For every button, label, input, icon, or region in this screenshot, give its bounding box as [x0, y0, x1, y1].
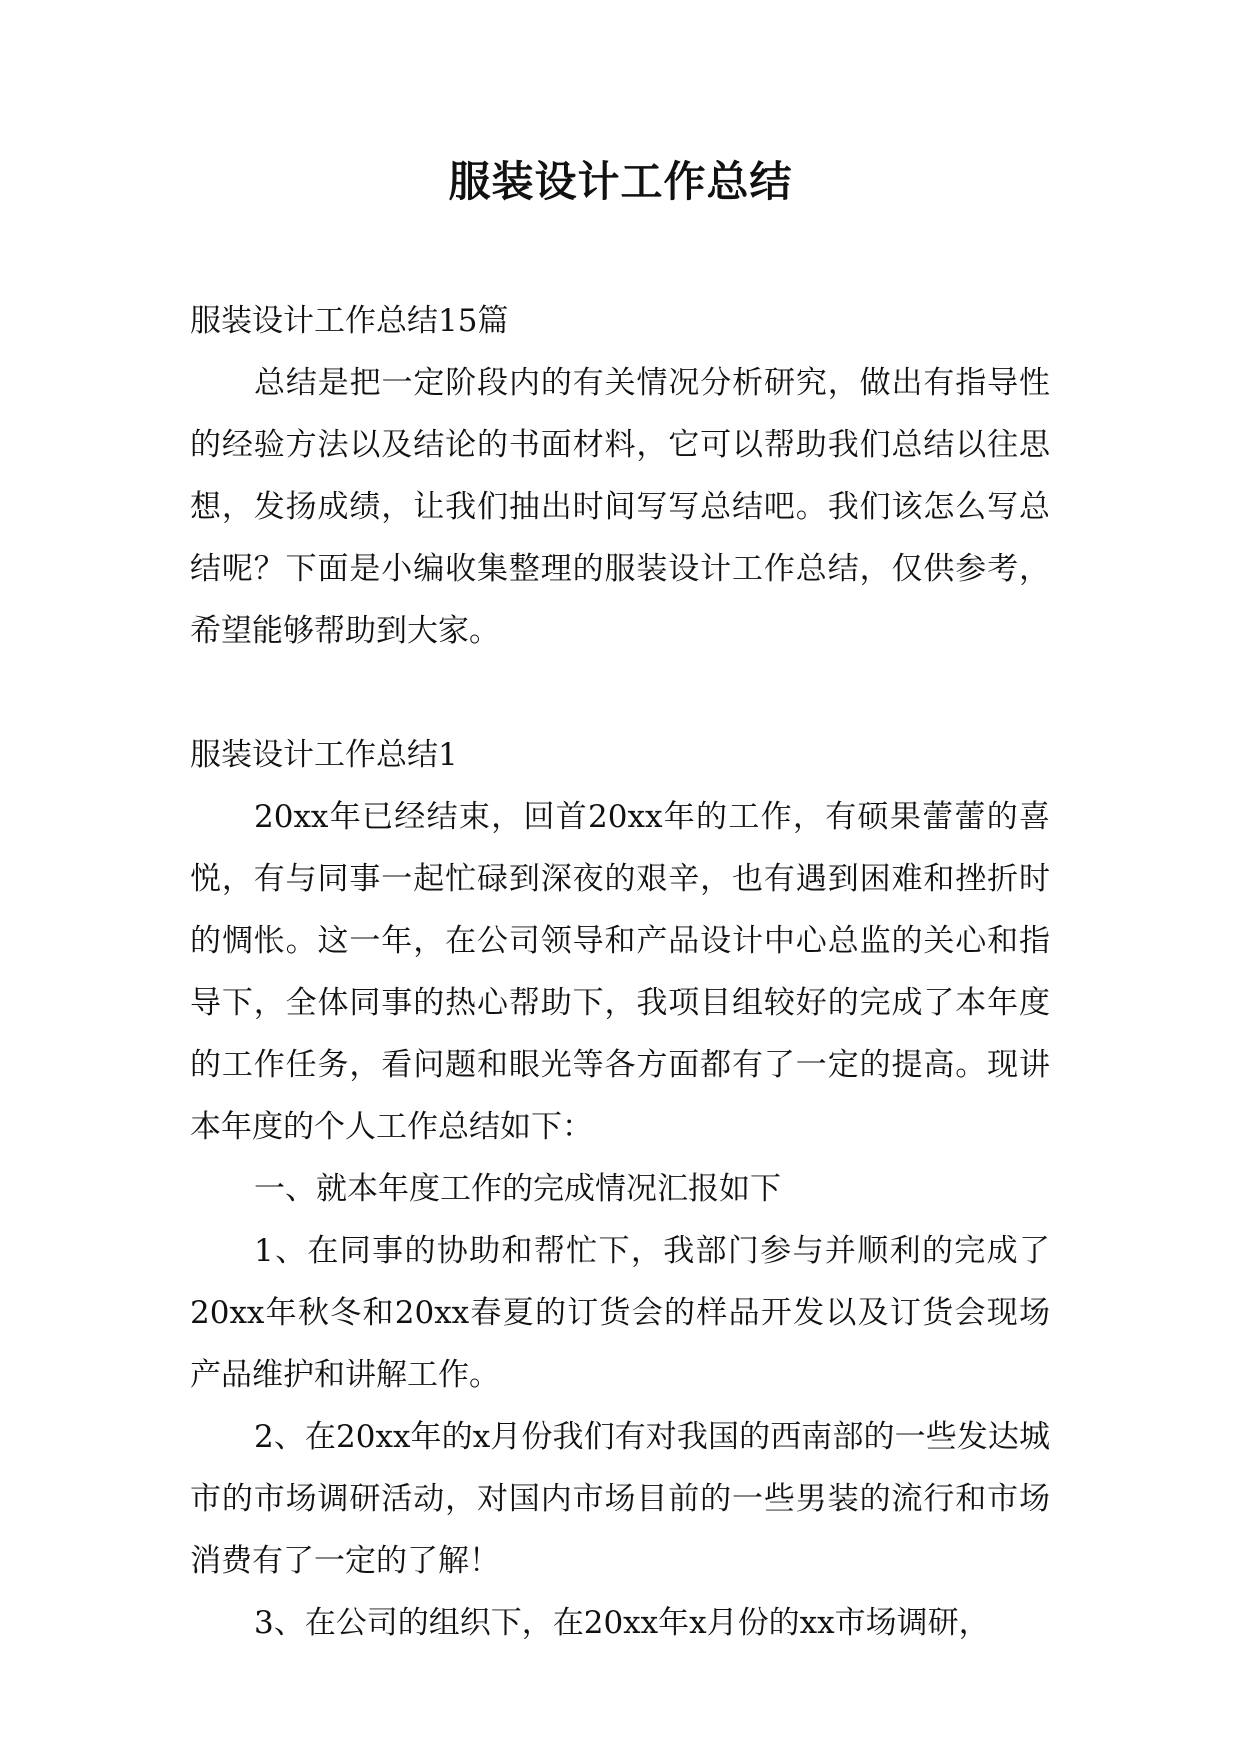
section-spacer: [190, 662, 1050, 724]
document-body: [190, 290, 1050, 1654]
body-paragraph: 2、在20xx年的x月份我们有对我国的西南部的一些发达城市的市场调研活动，对国内市场目前的一些男装的流行和市场消费有了一定的了解！: [190, 1419, 1050, 1579]
body-paragraph: 20xx年已经结束，回首20xx年的工作，有硕果蕾蕾的喜悦，有与同事一起忙碌到深夜的艰辛，也有遇到困难和挫折时的惆怅。这一年，在公司领导和产品设计中心总监的关心和指导下，全体同事的热心帮助下，我项目组较好的完成了本年度的工作任务，看问题和眼光等各方面都有了一定的提高。现讲本年度的个人工作总结如下：: [190, 799, 1050, 1145]
subtitle: 服装设计工作总结15篇: [190, 303, 509, 339]
document-title: 服装设计工作总结: [448, 157, 793, 206]
body-paragraph: 3、在公司的组织下，在20xx年x月份的xx市场调研，: [254, 1605, 990, 1641]
body-paragraph: 一、就本年度工作的完成情况汇报如下: [254, 1171, 781, 1207]
section-heading: 服装设计工作总结1: [190, 737, 458, 773]
intro-paragraph: 总结是把一定阶段内的有关情况分析研究，做出有指导性的经验方法以及结论的书面材料，它可以帮助我们总结以往思想，发扬成绩，让我们抽出时间写写总结吧。我们该怎么写总结呢？下面是小编收集整理的服装设计工作总结，仅供参考，希望能够帮助到大家。: [190, 365, 1050, 649]
body-paragraph: 1、在同事的协助和帮忙下，我部门参与并顺利的完成了20xx年秋冬和20xx春夏的订货会的样品开发以及订货会现场产品维护和讲解工作。: [190, 1233, 1050, 1393]
